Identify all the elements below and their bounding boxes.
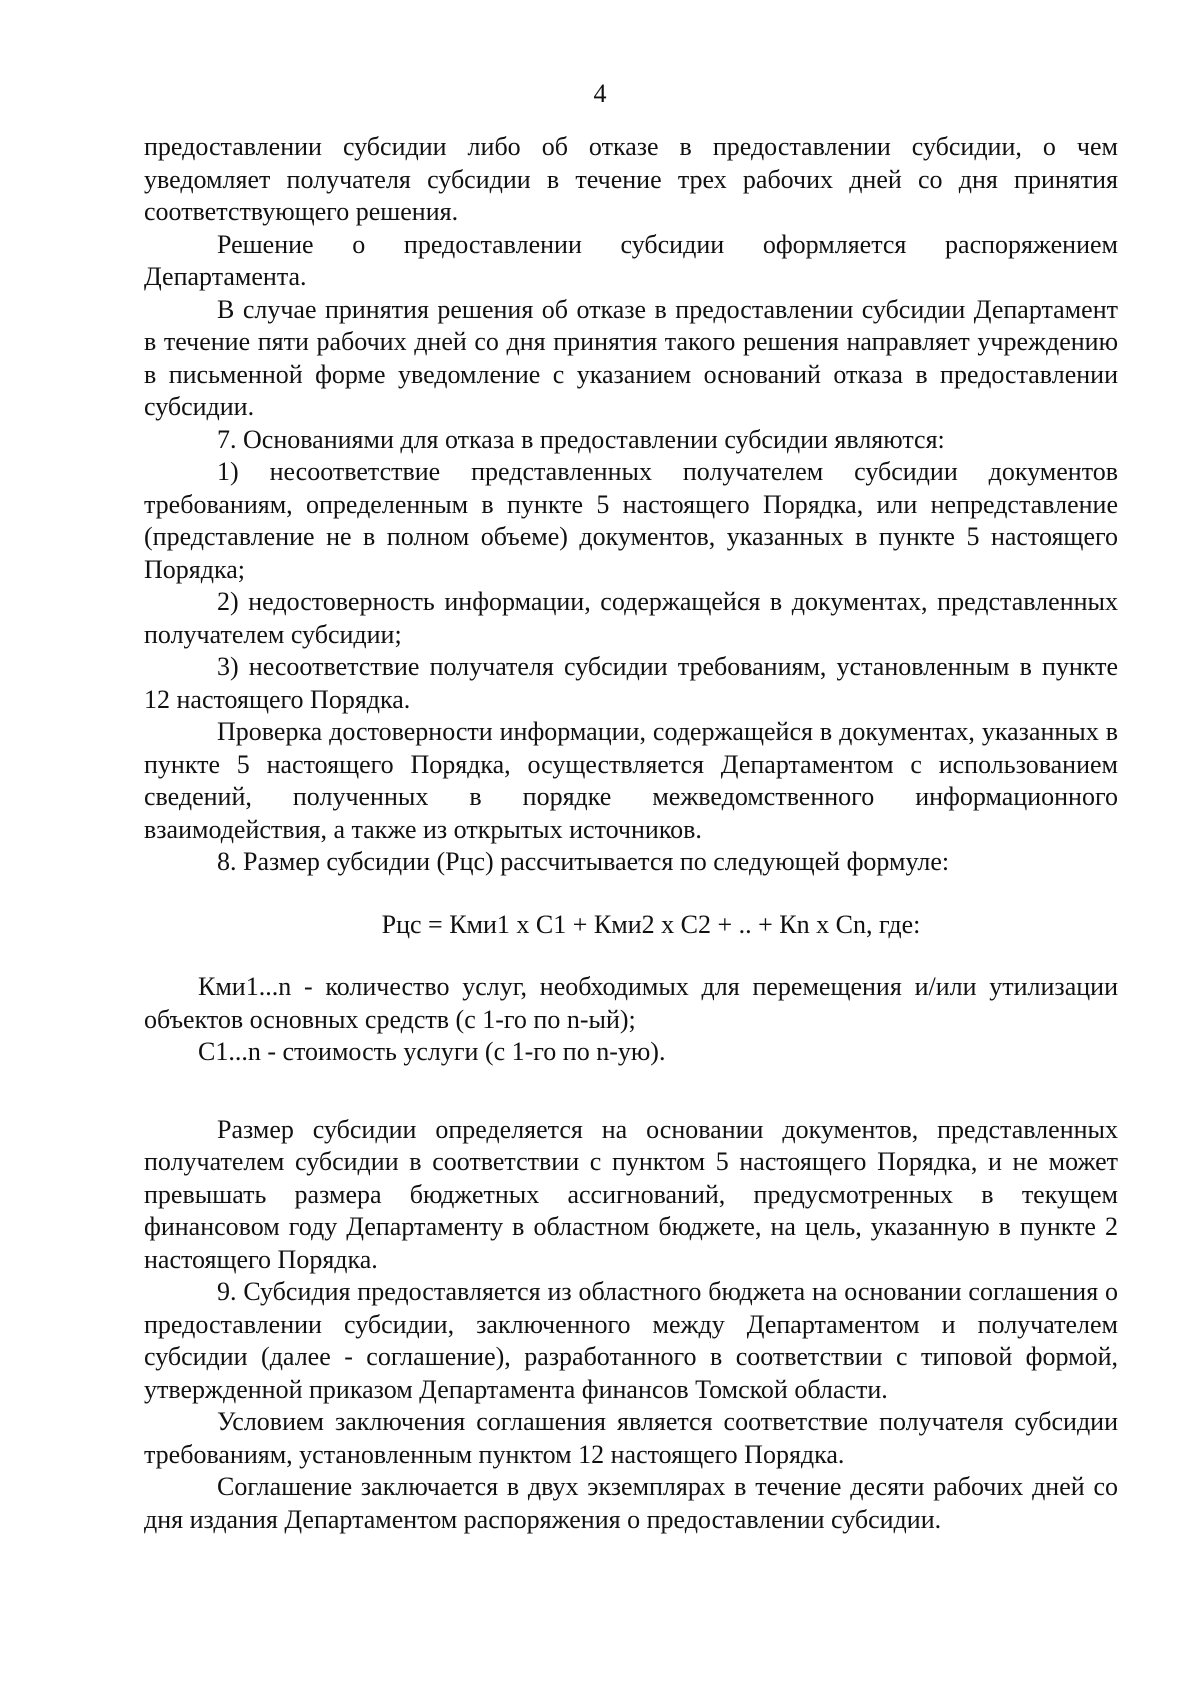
- paragraph-reason-2: 2) недостоверность информации, содержащейся в документах, представленных получателем субсидии;: [144, 587, 1118, 649]
- paragraph-reason-3: 3) несоответствие получателя субсидии требованиям, установленным в пункте 12 настоящего Порядка.: [144, 652, 1118, 714]
- page-number: 4: [593, 79, 607, 108]
- spacer: [144, 941, 1118, 971]
- paragraph-subsidy-size: Размер субсидии определяется на основании документов, представленных получателем субсидии в соответствии с пунктом 5 настоящего Порядка, и не может превышать размера бюджетных ассигнований, предусмотренных в текущем финансовом году Департаменту в областном бюджете, на цель, указанную в пункте 2 настоящего Порядка.: [144, 1114, 1118, 1274]
- formula-definition-kmi: Кми1...n - количество услуг, необходимых для перемещения и/или утилизации объектов основных средств (с 1-го по n-ый);: [144, 972, 1118, 1034]
- paragraph-continuation: предоставлении субсидии либо об отказе в предоставлении субсидии, о чем уведомляет получателя субсидии в течение трех рабочих дней со дня принятия соответствующего решения.: [144, 132, 1118, 226]
- spacer: [144, 1069, 1118, 1114]
- formula-definition-c: С1...n - стоимость услуги (с 1-го по n-ую).: [198, 1037, 666, 1066]
- paragraph-agreement-conclusion: Соглашение заключается в двух экземплярах в течение десяти рабочих дней со дня издания Департаментом распоряжения о предоставлении субсидии.: [144, 1472, 1118, 1534]
- paragraph-item-8: 8. Размер субсидии (Рцс) рассчитывается по следующей формуле:: [217, 847, 950, 876]
- paragraph-decision: Решение о предоставлении субсидии оформляется распоряжением Департамента.: [144, 229, 1118, 291]
- document-body: [144, 131, 1118, 1536]
- paragraph-agreement-condition: Условием заключения соглашения является соответствие получателя субсидии требованиям, установленным пунктом 12 настоящего Порядка.: [144, 1407, 1118, 1469]
- paragraph-verification: Проверка достоверности информации, содержащейся в документах, указанных в пункте 5 настоящего Порядка, осуществляется Департаментом с использованием сведений, полученных в порядке межведомственного информационного взаимодействия, а также из открытых источников.: [144, 717, 1118, 844]
- paragraph-item-9: 9. Субсидия предоставляется из областного бюджета на основании соглашения о предоставлении субсидии, заключенного между Департаментом и получателем субсидии (далее - соглашение), разработанного в соответствии с типовой формой, утвержденной приказом Департамента финансов Томской области.: [144, 1277, 1118, 1404]
- subsidy-formula: Рцс = Кми1 x С1 + Кми2 x С2 + .. + Кn x Сn, где:: [381, 909, 921, 939]
- paragraph-refusal-notice: В случае принятия решения об отказе в предоставлении субсидии Департамент в течение пяти рабочих дней со дня принятия такого решения направляет учреждению в письменной форме уведомление с указанием оснований отказа в предоставлении субсидии.: [144, 294, 1118, 421]
- paragraph-reason-1: 1) несоответствие представленных получателем субсидии документов требованиям, определенным в пункте 5 настоящего Порядка, или непредставление (представление не в полном объеме) документов, указанных в пункте 5 настоящего Порядка;: [144, 457, 1118, 584]
- paragraph-item-7: 7. Основаниями для отказа в предоставлении субсидии являются:: [217, 424, 945, 454]
- spacer: [144, 879, 1118, 909]
